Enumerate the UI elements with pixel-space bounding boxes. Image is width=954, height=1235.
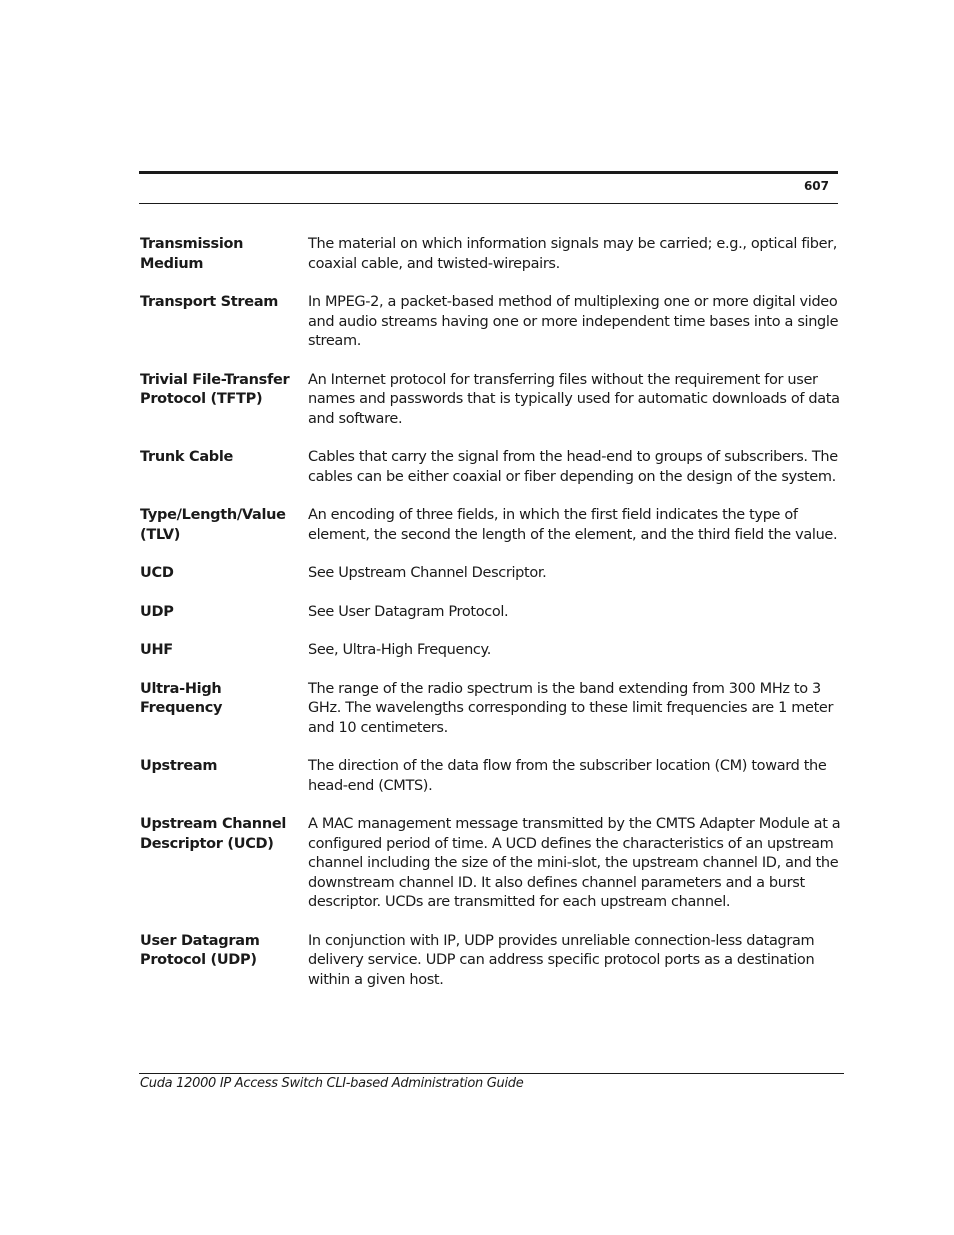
glossary-entry [140, 293, 845, 352]
glossary-entry [140, 932, 845, 991]
glossary-definition: In conjunction with IP, UDP provides unreliable connection-less datagram delivery service. UDP can address specific protocol ports as a destination within a given host. [308, 932, 815, 988]
footer-rule [139, 1073, 844, 1074]
glossary-definition: The direction of the data flow from the subscriber location (CM) toward the head-end (CMTS). [308, 758, 827, 794]
glossary-entry [140, 564, 845, 584]
header-rule-thick [139, 171, 838, 174]
glossary-entry [140, 235, 845, 274]
glossary-definition: See, Ultra-High Frequency. [308, 642, 491, 658]
glossary-definition: A MAC management message transmitted by the CMTS Adapter Module at a configured period of time. A UCD defines the characteristics of an upstream channel including the size of the mini-slot, the upstream channel ID, and the downstream channel ID. It also defines channel parameters and a burst descriptor. UCDs are transmitted for each upstream channel. [308, 816, 841, 910]
glossary-entry [140, 641, 845, 661]
glossary-term: Transmission Medium [140, 236, 244, 272]
glossary-entry [140, 757, 845, 796]
glossary-definition: See Upstream Channel Descriptor. [308, 565, 547, 581]
glossary-term: Trivial File-Transfer Protocol (TFTP) [140, 371, 290, 407]
glossary-term: UCD [140, 565, 174, 581]
glossary-definition: The range of the radio spectrum is the band extending from 300 MHz to 3 GHz. The wavelengths corresponding to these limit frequencies are 1 meter and 10 centimeters. [308, 680, 834, 736]
glossary-definition: See User Datagram Protocol. [308, 603, 509, 620]
glossary-definition: In MPEG-2, a packet-based method of multiplexing one or more digital video and audio streams having one or more independent time bases into a single stream. [308, 294, 839, 349]
glossary-term: User Datagram Protocol (UDP) [140, 932, 260, 968]
glossary-term: UDP [140, 603, 174, 620]
glossary-term: Type/Length/Value (TLV) [140, 507, 286, 543]
glossary-term: UHF [140, 642, 173, 658]
glossary-entry [140, 680, 845, 739]
glossary-term: Transport Stream [140, 294, 279, 310]
page-number: 607 [803, 179, 829, 193]
glossary-definition: An Internet protocol for transferring files without the requirement for user names and passwords that is typically used for automatic downloads of data and software. [308, 371, 840, 427]
glossary-entry [140, 603, 845, 623]
header-rule-thin [139, 203, 838, 204]
glossary-definition: Cables that carry the signal from the head-end to groups of subscribers. The cables can be either coaxial or fiber depending on the design of the system. [308, 449, 838, 485]
glossary-definition: The material on which information signals may be carried; e.g., optical fiber, coaxial cable, and twisted-wirepairs. [308, 236, 838, 272]
glossary-entry [140, 371, 845, 430]
glossary-entry [140, 506, 845, 545]
glossary-entry [140, 448, 845, 487]
glossary-term: Upstream [140, 758, 218, 774]
glossary-list [140, 235, 845, 1009]
glossary-term: Ultra-High Frequency [140, 680, 223, 716]
footer-title: Cuda 12000 IP Access Switch CLI-based Administration Guide [140, 1076, 524, 1091]
glossary-term: Upstream Channel Descriptor (UCD) [140, 816, 287, 852]
glossary-term: Trunk Cable [140, 449, 234, 465]
glossary-definition: An encoding of three fields, in which the first field indicates the type of element, the second the length of the element, and the third field the value. [308, 507, 838, 543]
glossary-entry [140, 815, 845, 913]
